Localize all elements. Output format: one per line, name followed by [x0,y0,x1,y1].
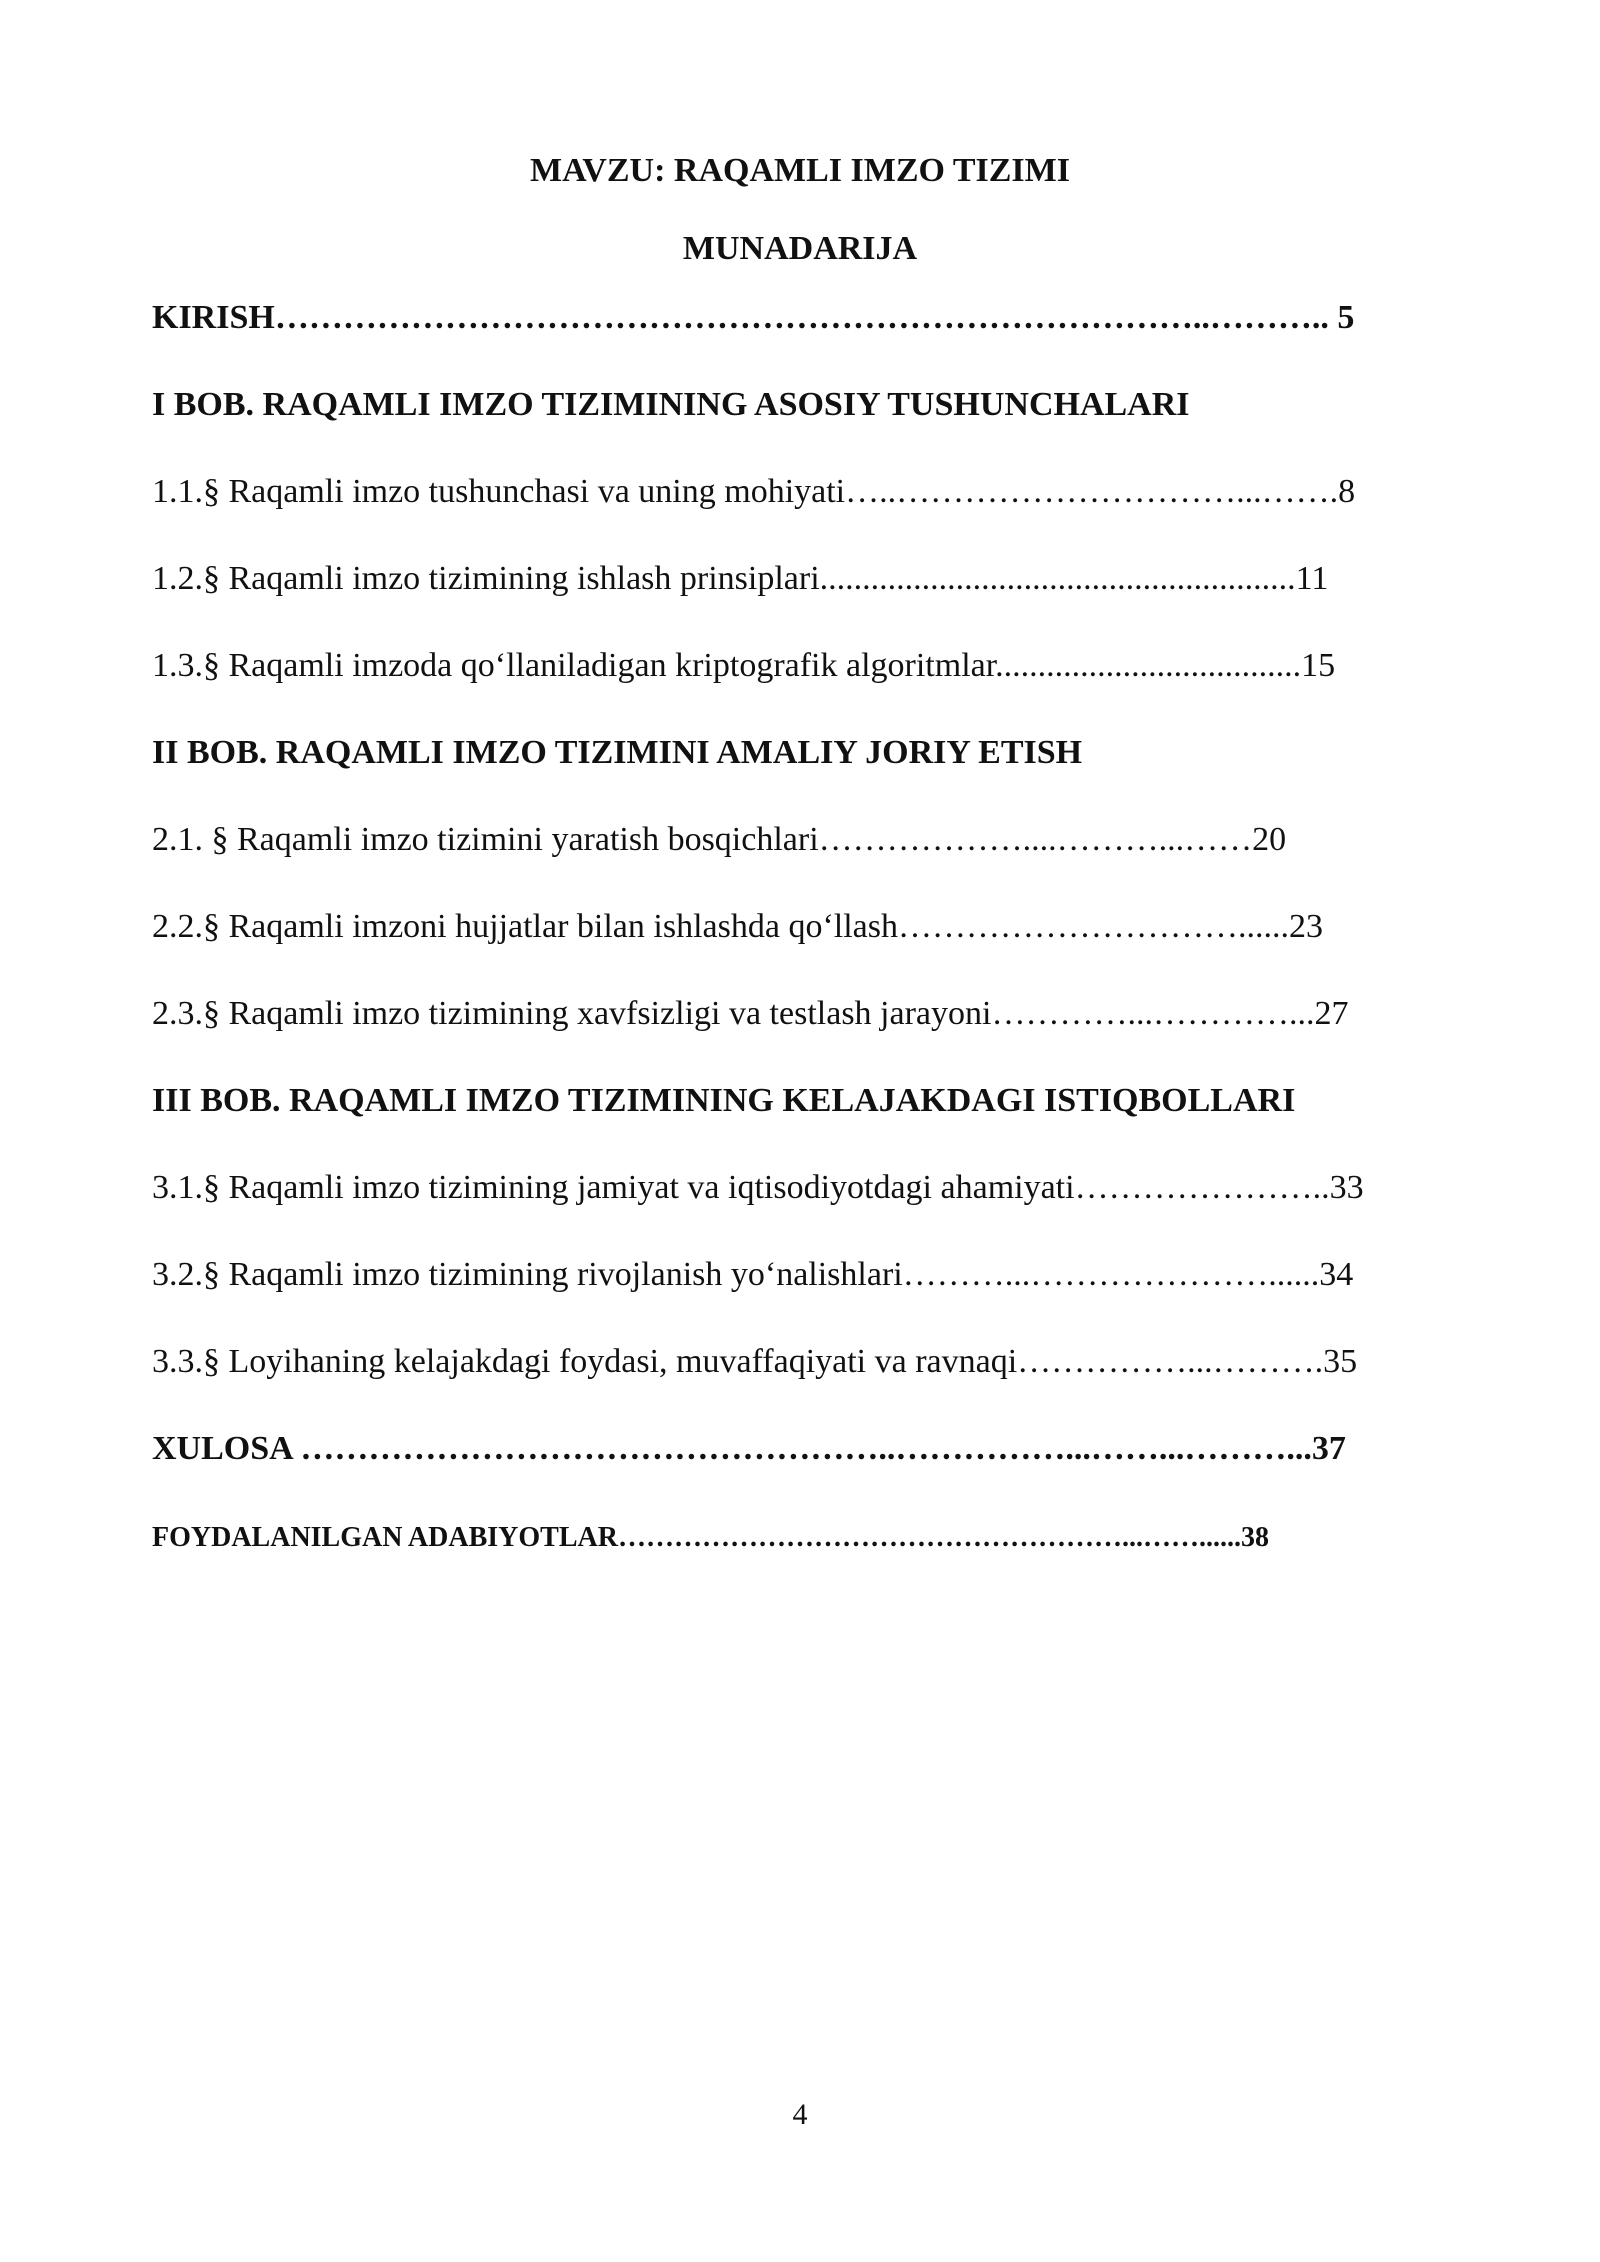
toc-chapter-1-heading: I BOB. RAQAMLI IMZO TIZIMINING ASOSIY TUSHUNCHALARI [152,386,1190,423]
toc-entry-1-3: 1.3.§ Raqamli imzoda qo‘llaniladigan kriptografik algoritmlar....................................15 [152,647,1336,684]
toc-chapter-3-heading: III BOB. RAQAMLI IMZO TIZIMINING KELAJAKDAGI ISTIQBOLLARI [152,1082,1296,1119]
page-number: 4 [792,2098,808,2131]
contents-title: MUNADARIJA [682,230,918,267]
toc-entry-1-2: 1.2.§ Raqamli imzo tizimining ishlash prinsiplari........................................................11 [152,560,1329,597]
topic-title: MAVZU: RAQAMLI IMZO TIZIMI [530,152,1070,189]
toc-entry-2-2: 2.2.§ Raqamli imzoni hujjatlar bilan ishlashda qo‘llash…………………………......23 [152,908,1323,945]
toc-entry-3-3: 3.3.§ Loyihaning kelajakdagi foydasi, muvaffaqiyati va ravnaqi……………...……….35 [152,1343,1358,1380]
toc-entry-1-1: 1.1.§ Raqamli imzo tushunchasi va uning mohiyati…..…………………………...…….8 [152,473,1356,510]
toc-entry-references: FOYDALANILGAN ADABIYOTLAR………………………………………………...……......38 [152,1522,1269,1553]
toc-entry-2-3: 2.3.§ Raqamli imzo tizimining xavfsizligi va testlash jarayoni…………...…………...27 [152,995,1349,1032]
toc-entry-3-1: 3.1.§ Raqamli imzo tizimining jamiyat va iqtisodiyotdagi ahamiyati…………………..33 [152,1169,1364,1206]
toc-chapter-2-heading: II BOB. RAQAMLI IMZO TIZIMINI AMALIY JORIY ETISH [152,734,1083,771]
toc-entry-introduction: KIRISH………………………………………………………………………..……….. 5 [152,299,1355,336]
toc-entry-conclusion: XULOSA ……………………………………………..……………...……...………...37 [152,1430,1346,1467]
toc-entry-2-1: 2.1. § Raqamli imzo tizimini yaratish bosqichlari………………....………...……20 [152,821,1287,858]
toc-entry-3-2: 3.2.§ Raqamli imzo tizimining rivojlanish yo‘nalishlari………...…………………......34 [152,1256,1354,1293]
